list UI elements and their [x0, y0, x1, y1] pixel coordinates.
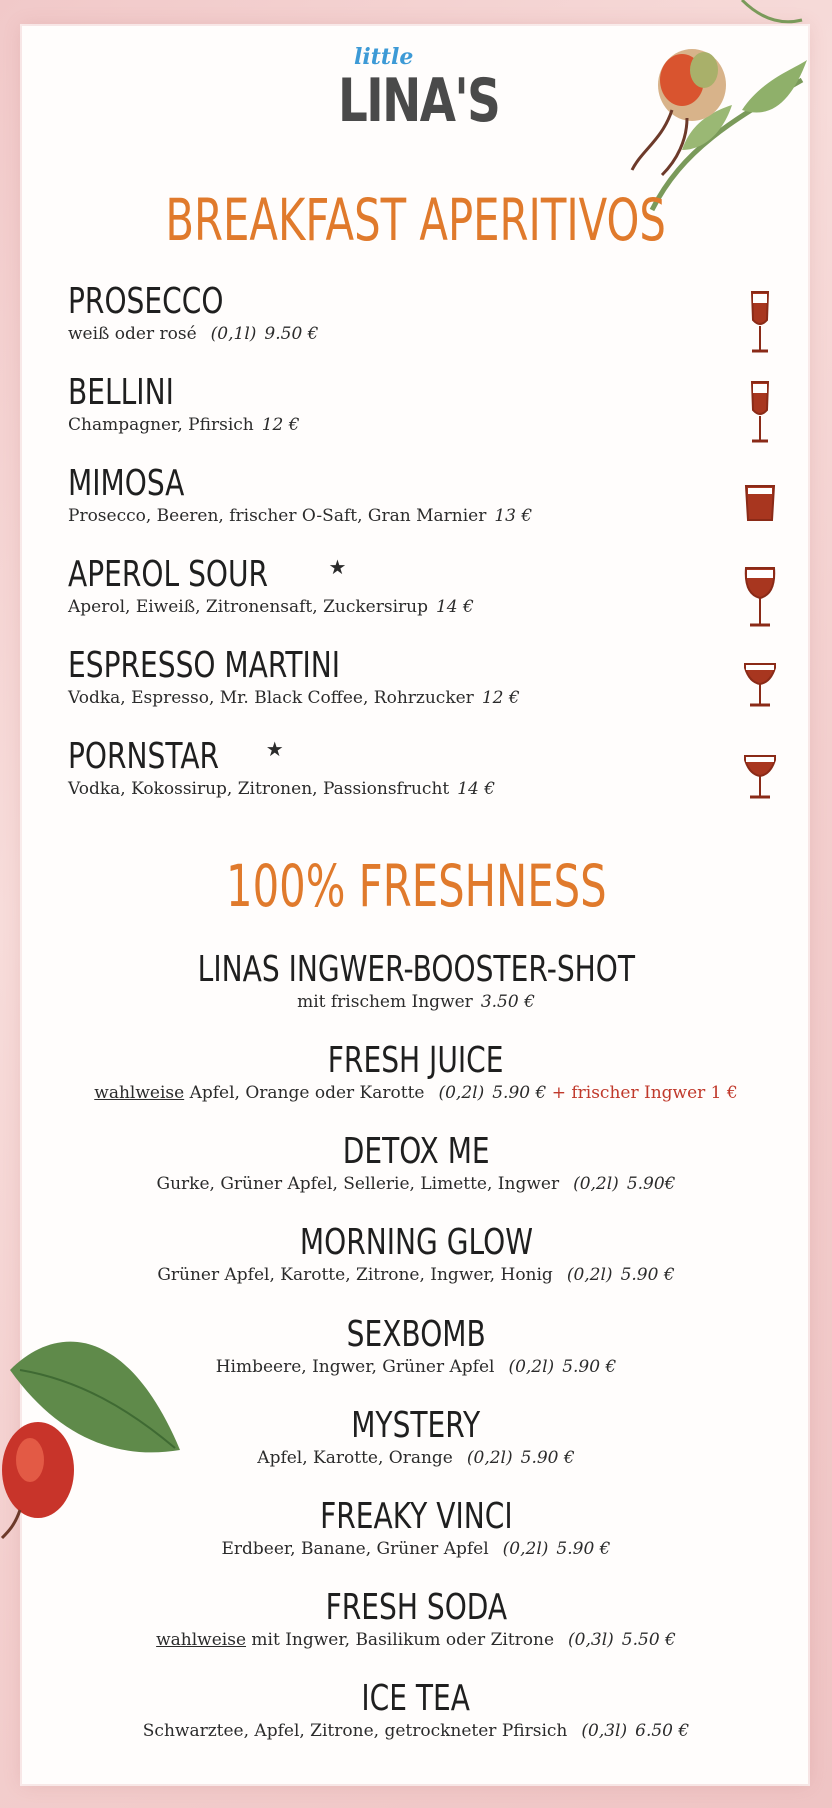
menu-item: FREAKY VINCI Erdbeer, Banane, Grüner Apfel (0,2l) 5.90 € [221, 1496, 611, 1559]
menu-item: PROSECCO weiß oder rosé (0,1l) 9.50 € [68, 281, 319, 344]
menu-item: MYSTERY Apfel, Karotte, Orange (0,2l) 5.90 € [257, 1405, 575, 1468]
tumbler-glass-icon [744, 482, 776, 548]
menu-item: MORNING GLOW Grüner Apfel, Karotte, Zitrone, Ingwer, Honig (0,2l) 5.90 € [157, 1222, 675, 1285]
menu-item: LINAS INGWER-BOOSTER-SHOT mit frischem Ingwer 3.50 € [197, 949, 635, 1012]
section-title-aperitivos: BREAKFAST APERITIVOS [165, 186, 667, 254]
menu-item: PORNSTAR ★ Vodka, Kokossirup, Zitronen, Passionsfrucht 14 € [68, 736, 496, 799]
menu-item: DETOX ME Gurke, Grüner Apfel, Sellerie, Limette, Ingwer (0,2l) 5.90€ [156, 1131, 676, 1194]
wine-glass-icon [744, 564, 776, 630]
menu-item: MIMOSA Prosecco, Beeren, frischer O-Saft, Gran Marnier 13 € [68, 463, 533, 526]
menu-item: FRESH SODA wahlweise mit Ingwer, Basilikum oder Zitrone (0,3l) 5.50 € [156, 1587, 676, 1650]
flute-glass-icon [744, 290, 776, 356]
menu-item: APEROL SOUR ★ Aperol, Eiweiß, Zitronensaft, Zuckersirup 14 € [68, 554, 474, 617]
logo-little: little [354, 44, 414, 70]
menu-item: ICE TEA Schwarztee, Apfel, Zitrone, getrockneter Pfirsich (0,3l) 6.50 € [142, 1678, 690, 1741]
logo-name: LINA'S [338, 66, 500, 136]
menu-item: SEXBOMB Himbeere, Ingwer, Grüner Apfel (0,2l) 5.90 € [215, 1314, 617, 1377]
menu-item: FRESH JUICE wahlweise Apfel, Orange oder Karotte (0,2l) 5.90 € + frischer Ingwer 1 € [94, 1040, 738, 1103]
coupe-glass-icon [744, 752, 776, 818]
menu-item: BELLINI Champagner, Pfirsich 12 € [68, 372, 300, 435]
section-title-freshness: 100% FRESHNESS [225, 852, 607, 920]
flute-glass-icon [744, 380, 776, 446]
menu-item: ESPRESSO MARTINI Vodka, Espresso, Mr. Black Coffee, Rohrzucker 12 € [68, 645, 520, 708]
coupe-glass-icon [744, 660, 776, 726]
